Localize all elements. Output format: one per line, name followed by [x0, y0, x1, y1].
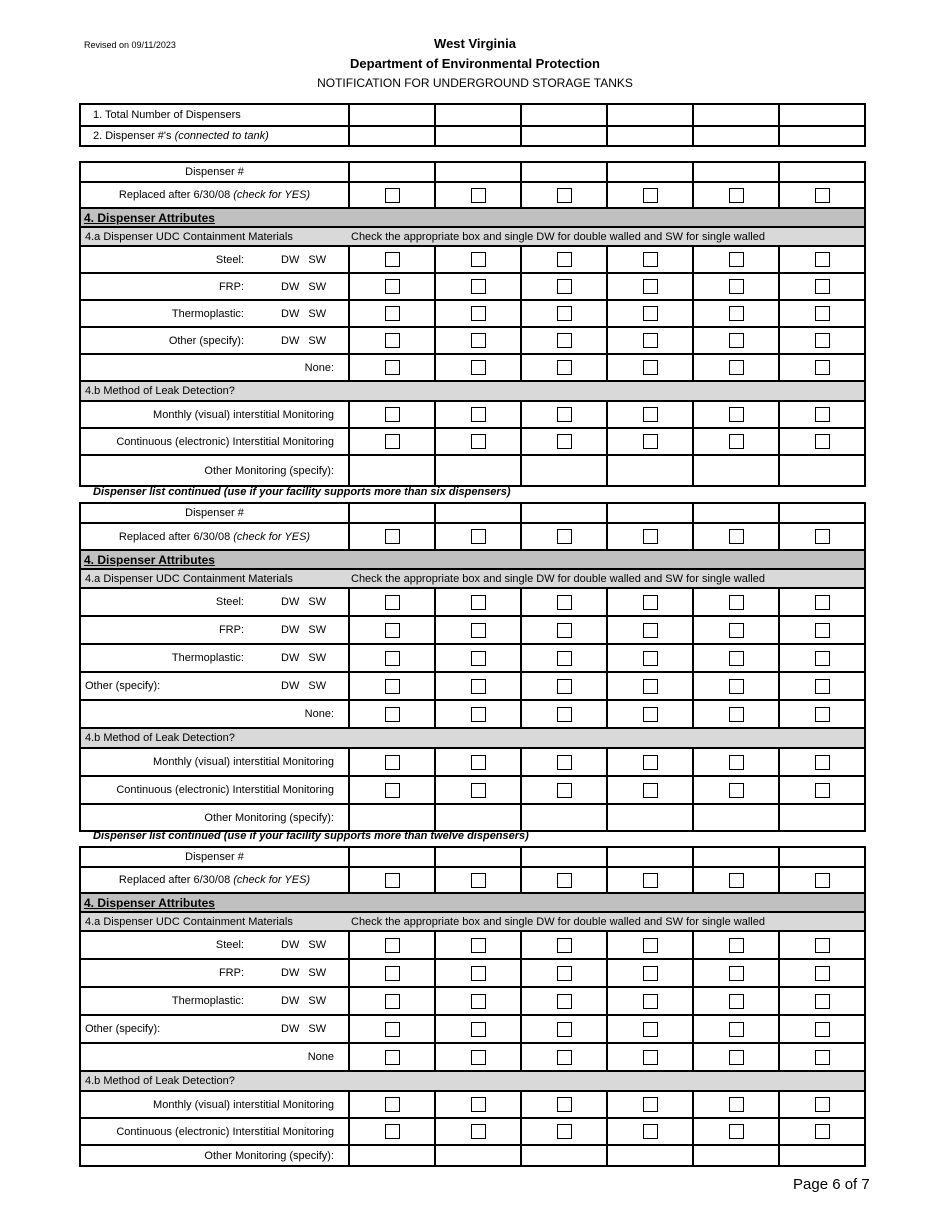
- dispenser-count-table: [79, 103, 866, 147]
- input-cell[interactable]: [607, 162, 693, 182]
- checkbox[interactable]: [385, 188, 400, 203]
- continuous-row: [80, 1118, 865, 1145]
- material-row-other: [80, 672, 865, 700]
- checkbox[interactable]: [557, 252, 572, 267]
- replaced-row: [80, 182, 865, 208]
- checkbox[interactable]: [471, 755, 486, 770]
- input-cell[interactable]: [779, 126, 865, 146]
- checkbox[interactable]: [729, 966, 744, 981]
- checkbox[interactable]: [385, 679, 400, 694]
- input-cell[interactable]: [435, 162, 521, 182]
- checkbox[interactable]: [471, 707, 486, 722]
- dw-sw-label: DW SW: [281, 596, 327, 608]
- checkbox[interactable]: [385, 783, 400, 798]
- checkbox[interactable]: [557, 651, 572, 666]
- checkbox[interactable]: [815, 188, 830, 203]
- input-cell[interactable]: [607, 104, 693, 126]
- dw-sw-label: DW SW: [281, 652, 327, 664]
- checkbox[interactable]: [815, 1097, 830, 1112]
- checkbox[interactable]: [729, 188, 744, 203]
- checkbox[interactable]: [385, 595, 400, 610]
- input-cell[interactable]: [779, 804, 865, 831]
- checkbox[interactable]: [643, 966, 658, 981]
- checkbox[interactable]: [729, 529, 744, 544]
- section-heading: 4. Dispenser Attributes: [80, 550, 865, 569]
- material-label-cell: FRP: DW SW: [80, 616, 349, 644]
- checkbox[interactable]: [729, 623, 744, 638]
- dw-sw-label: DW SW: [281, 307, 327, 320]
- input-cell[interactable]: [349, 104, 435, 126]
- input-cell[interactable]: [693, 126, 779, 146]
- other-monitoring-label: Other Monitoring (specify):: [80, 804, 349, 831]
- material-label-cell: Steel: DW SW: [80, 588, 349, 616]
- dw-sw-label: DW SW: [281, 280, 327, 293]
- checkbox[interactable]: [471, 333, 486, 348]
- checkbox[interactable]: [729, 306, 744, 321]
- checkbox[interactable]: [557, 306, 572, 321]
- material-row-frp: [80, 273, 865, 300]
- checkbox[interactable]: [557, 360, 572, 375]
- input-cell[interactable]: [779, 1145, 865, 1166]
- material-label-cell: Thermoplastic: DW SW: [80, 300, 349, 327]
- total-dispensers-row: [80, 104, 865, 126]
- input-cell[interactable]: [607, 455, 693, 486]
- dispenser-block-3: [79, 846, 866, 1167]
- checkbox[interactable]: [557, 279, 572, 294]
- checkbox[interactable]: [815, 994, 830, 1009]
- input-cell[interactable]: [693, 503, 779, 523]
- replaced-row: [80, 523, 865, 550]
- checkbox[interactable]: [471, 651, 486, 666]
- none-label: None:: [80, 354, 349, 381]
- checkbox[interactable]: [471, 1022, 486, 1037]
- material-row-thermoplastic: [80, 987, 865, 1015]
- checkbox[interactable]: [729, 360, 744, 375]
- other-monitoring-row: [80, 1145, 865, 1166]
- dw-sw-label: DW SW: [281, 680, 327, 692]
- checkbox[interactable]: [385, 873, 400, 888]
- material-label-cell: Other (specify): DW SW: [80, 1015, 349, 1043]
- input-cell[interactable]: [607, 503, 693, 523]
- udc-subheading: 4.a Dispenser UDC Containment Materials Check the appropriate box and single DW for double walled and SW for single walled: [80, 227, 865, 246]
- checkbox[interactable]: [385, 755, 400, 770]
- dw-sw-label: DW SW: [281, 253, 327, 266]
- checkbox[interactable]: [729, 938, 744, 953]
- checkbox[interactable]: [471, 529, 486, 544]
- total-dispensers-label: 1. Total Number of Dispensers: [80, 104, 349, 126]
- input-cell[interactable]: [607, 126, 693, 146]
- continuous-label: Continuous (electronic) Interstitial Monitoring: [80, 1118, 349, 1145]
- leak-detection-subheading: 4.b Method of Leak Detection?: [80, 728, 865, 748]
- material-label-cell: Steel: DW SW: [80, 931, 349, 959]
- checkbox[interactable]: [815, 360, 830, 375]
- dw-sw-label: DW SW: [281, 967, 327, 979]
- checkbox[interactable]: [557, 994, 572, 1009]
- checkbox[interactable]: [385, 1022, 400, 1037]
- checkbox[interactable]: [815, 279, 830, 294]
- checkbox[interactable]: [643, 434, 658, 449]
- checkbox[interactable]: [815, 1124, 830, 1139]
- checkbox[interactable]: [729, 707, 744, 722]
- checkbox[interactable]: [385, 994, 400, 1009]
- material-row-other: [80, 327, 865, 354]
- checkbox[interactable]: [815, 1050, 830, 1065]
- monthly-label: Monthly (visual) interstitial Monitoring: [80, 401, 349, 428]
- checkbox[interactable]: [729, 1097, 744, 1112]
- checkbox[interactable]: [557, 783, 572, 798]
- checkbox[interactable]: [557, 1097, 572, 1112]
- checkbox[interactable]: [729, 252, 744, 267]
- dispenser-num-label: Dispenser #: [80, 503, 349, 523]
- checkbox[interactable]: [471, 1124, 486, 1139]
- input-cell[interactable]: [779, 162, 865, 182]
- checkbox[interactable]: [643, 333, 658, 348]
- other-monitoring-label: Other Monitoring (specify):: [80, 1145, 349, 1166]
- checkbox[interactable]: [471, 1097, 486, 1112]
- checkbox[interactable]: [471, 407, 486, 422]
- checkbox[interactable]: [471, 783, 486, 798]
- checkbox[interactable]: [729, 279, 744, 294]
- checkbox[interactable]: [643, 755, 658, 770]
- dw-sw-label: DW SW: [281, 624, 327, 636]
- checkbox[interactable]: [815, 783, 830, 798]
- checkbox[interactable]: [557, 679, 572, 694]
- checkbox[interactable]: [557, 434, 572, 449]
- leak-detection-subheading: 4.b Method of Leak Detection?: [80, 381, 865, 401]
- material-row-frp: [80, 616, 865, 644]
- input-cell[interactable]: [435, 1145, 521, 1166]
- other-monitoring-row: [80, 804, 865, 831]
- checkbox[interactable]: [815, 623, 830, 638]
- material-row-other: [80, 1015, 865, 1043]
- replaced-label: Replaced after 6/30/08 (check for YES): [80, 867, 349, 893]
- checkbox[interactable]: [815, 755, 830, 770]
- checkbox[interactable]: [557, 595, 572, 610]
- checkbox[interactable]: [729, 873, 744, 888]
- checkbox[interactable]: [643, 279, 658, 294]
- checkbox[interactable]: [385, 306, 400, 321]
- none-label: None:: [80, 700, 349, 728]
- input-cell[interactable]: [607, 847, 693, 867]
- input-cell[interactable]: [349, 455, 435, 486]
- checkbox[interactable]: [471, 434, 486, 449]
- checkbox[interactable]: [729, 1124, 744, 1139]
- checkbox[interactable]: [729, 1022, 744, 1037]
- checkbox[interactable]: [729, 407, 744, 422]
- checkbox[interactable]: [643, 994, 658, 1009]
- checkbox[interactable]: [815, 707, 830, 722]
- dispenser-nums-label: 2. Dispenser #'s (connected to tank): [80, 126, 349, 146]
- checkbox[interactable]: [815, 595, 830, 610]
- input-cell[interactable]: [607, 804, 693, 831]
- dw-sw-label: DW SW: [281, 1023, 327, 1035]
- material-label-cell: FRP: DW SW: [80, 959, 349, 987]
- department-title: Department of Environmental Protection: [350, 56, 600, 71]
- material-label-cell: Steel: DW SW: [80, 246, 349, 273]
- dispenser-num-row: [80, 162, 865, 182]
- checkbox[interactable]: [557, 407, 572, 422]
- checkbox[interactable]: [643, 651, 658, 666]
- input-cell[interactable]: [435, 847, 521, 867]
- input-cell[interactable]: [693, 1145, 779, 1166]
- material-label-cell: Other (specify): DW SW: [80, 672, 349, 700]
- form-title: NOTIFICATION FOR UNDERGROUND STORAGE TANKS: [317, 76, 633, 90]
- material-label-cell: FRP: DW SW: [80, 273, 349, 300]
- input-cell[interactable]: [521, 503, 607, 523]
- checkbox[interactable]: [729, 434, 744, 449]
- material-label-cell: Thermoplastic: DW SW: [80, 644, 349, 672]
- material-row-steel: [80, 588, 865, 616]
- checkbox[interactable]: [471, 279, 486, 294]
- checkbox[interactable]: [729, 1050, 744, 1065]
- input-cell[interactable]: [435, 455, 521, 486]
- input-cell[interactable]: [779, 104, 865, 126]
- checkbox[interactable]: [815, 679, 830, 694]
- checkbox[interactable]: [643, 1097, 658, 1112]
- checkbox[interactable]: [643, 1050, 658, 1065]
- checkbox[interactable]: [557, 529, 572, 544]
- udc-subheading: 4.a Dispenser UDC Containment Materials Check the appropriate box and single DW for double walled and SW for single walled: [80, 569, 865, 588]
- dw-sw-label: DW SW: [281, 939, 327, 951]
- checkbox[interactable]: [385, 623, 400, 638]
- input-cell[interactable]: [435, 503, 521, 523]
- checkbox[interactable]: [385, 1050, 400, 1065]
- dispenser-nums-row: [80, 126, 865, 146]
- other-monitoring-row: [80, 455, 865, 486]
- input-cell[interactable]: [521, 455, 607, 486]
- checkbox[interactable]: [385, 252, 400, 267]
- checkbox[interactable]: [471, 360, 486, 375]
- checkbox[interactable]: [557, 188, 572, 203]
- input-cell[interactable]: [349, 126, 435, 146]
- checkbox[interactable]: [557, 1022, 572, 1037]
- checkbox[interactable]: [815, 306, 830, 321]
- checkbox[interactable]: [729, 595, 744, 610]
- checkbox[interactable]: [815, 333, 830, 348]
- continued-note-six: Dispenser list continued (use if your facility supports more than six dispensers): [93, 486, 511, 498]
- udc-subheading: 4.a Dispenser UDC Containment Materials Check the appropriate box and single DW for double walled and SW for single walled: [80, 912, 865, 931]
- checkbox[interactable]: [643, 707, 658, 722]
- checkbox[interactable]: [815, 529, 830, 544]
- none-label: None: [80, 1043, 349, 1071]
- checkbox[interactable]: [557, 623, 572, 638]
- checkbox[interactable]: [643, 306, 658, 321]
- material-row-steel: [80, 246, 865, 273]
- input-cell[interactable]: [521, 104, 607, 126]
- checkbox[interactable]: [815, 966, 830, 981]
- continued-note-twelve: Dispenser list continued (use if your facility supports more than twelve dispensers): [93, 830, 529, 842]
- checkbox[interactable]: [471, 595, 486, 610]
- checkbox[interactable]: [385, 651, 400, 666]
- checkbox[interactable]: [385, 360, 400, 375]
- checkbox[interactable]: [729, 651, 744, 666]
- checkbox[interactable]: [729, 783, 744, 798]
- checkbox[interactable]: [385, 279, 400, 294]
- checkbox[interactable]: [643, 360, 658, 375]
- monthly-row: [80, 1091, 865, 1118]
- checkbox[interactable]: [471, 623, 486, 638]
- checkbox[interactable]: [643, 188, 658, 203]
- checkbox[interactable]: [557, 333, 572, 348]
- input-cell[interactable]: [693, 455, 779, 486]
- input-cell[interactable]: [693, 162, 779, 182]
- checkbox[interactable]: [385, 529, 400, 544]
- checkbox[interactable]: [815, 651, 830, 666]
- checkbox[interactable]: [385, 1124, 400, 1139]
- input-cell[interactable]: [349, 847, 435, 867]
- replaced-label: Replaced after 6/30/08 (check for YES): [80, 182, 349, 208]
- page-number: Page 6 of 7: [793, 1176, 870, 1193]
- input-cell[interactable]: [693, 847, 779, 867]
- checkbox[interactable]: [471, 1050, 486, 1065]
- checkbox[interactable]: [557, 966, 572, 981]
- input-cell[interactable]: [521, 804, 607, 831]
- dispenser-num-label: Dispenser #: [80, 847, 349, 867]
- revised-date: Revised on 09/11/2023: [84, 40, 176, 50]
- checkbox[interactable]: [815, 434, 830, 449]
- checkbox[interactable]: [385, 966, 400, 981]
- checkbox[interactable]: [643, 873, 658, 888]
- other-monitoring-label: Other Monitoring (specify):: [80, 455, 349, 486]
- checkbox[interactable]: [643, 938, 658, 953]
- checkbox[interactable]: [643, 1124, 658, 1139]
- input-cell[interactable]: [779, 455, 865, 486]
- material-row-none: [80, 1043, 865, 1071]
- input-cell[interactable]: [521, 162, 607, 182]
- section-heading: 4. Dispenser Attributes: [80, 208, 865, 227]
- input-cell[interactable]: [779, 847, 865, 867]
- checkbox[interactable]: [643, 623, 658, 638]
- monthly-row: [80, 401, 865, 428]
- checkbox[interactable]: [815, 873, 830, 888]
- checkbox[interactable]: [557, 755, 572, 770]
- checkbox[interactable]: [471, 938, 486, 953]
- dispenser-num-row: [80, 847, 865, 867]
- checkbox[interactable]: [557, 1124, 572, 1139]
- input-cell[interactable]: [349, 503, 435, 523]
- checkbox[interactable]: [385, 333, 400, 348]
- checkbox[interactable]: [385, 407, 400, 422]
- input-cell[interactable]: [349, 162, 435, 182]
- dispenser-num-row: [80, 503, 865, 523]
- dispenser-block-1: [79, 161, 866, 487]
- input-cell[interactable]: [607, 1145, 693, 1166]
- material-row-none: [80, 700, 865, 728]
- checkbox[interactable]: [729, 333, 744, 348]
- checkbox[interactable]: [471, 679, 486, 694]
- checkbox[interactable]: [815, 938, 830, 953]
- checkbox[interactable]: [471, 994, 486, 1009]
- checkbox[interactable]: [471, 966, 486, 981]
- material-row-thermoplastic: [80, 300, 865, 327]
- material-row-none: [80, 354, 865, 381]
- material-row-thermoplastic: [80, 644, 865, 672]
- replaced-row: [80, 867, 865, 893]
- checkbox[interactable]: [471, 306, 486, 321]
- checkbox[interactable]: [557, 873, 572, 888]
- input-cell[interactable]: [435, 104, 521, 126]
- continuous-label: Continuous (electronic) Interstitial Monitoring: [80, 776, 349, 804]
- input-cell[interactable]: [521, 126, 607, 146]
- checkbox[interactable]: [471, 188, 486, 203]
- monthly-label: Monthly (visual) interstitial Monitoring: [80, 1091, 349, 1118]
- checkbox[interactable]: [557, 938, 572, 953]
- checkbox[interactable]: [385, 707, 400, 722]
- continuous-row: [80, 428, 865, 455]
- input-cell[interactable]: [435, 804, 521, 831]
- dispenser-num-label: Dispenser #: [80, 162, 349, 182]
- checkbox[interactable]: [643, 1022, 658, 1037]
- continuous-row: [80, 776, 865, 804]
- checkbox[interactable]: [471, 252, 486, 267]
- material-label-cell: Thermoplastic: DW SW: [80, 987, 349, 1015]
- checkbox[interactable]: [643, 595, 658, 610]
- material-label-cell: Other (specify): DW SW: [80, 327, 349, 354]
- input-cell[interactable]: [349, 1145, 435, 1166]
- input-cell[interactable]: [693, 104, 779, 126]
- checkbox[interactable]: [643, 679, 658, 694]
- checkbox[interactable]: [643, 529, 658, 544]
- checkbox[interactable]: [815, 1022, 830, 1037]
- section-heading: 4. Dispenser Attributes: [80, 893, 865, 912]
- material-row-steel: [80, 931, 865, 959]
- checkbox[interactable]: [385, 434, 400, 449]
- input-cell[interactable]: [779, 503, 865, 523]
- dw-sw-label: DW SW: [281, 334, 327, 347]
- checkbox[interactable]: [643, 783, 658, 798]
- checkbox[interactable]: [557, 1050, 572, 1065]
- checkbox[interactable]: [815, 252, 830, 267]
- monthly-row: [80, 748, 865, 776]
- input-cell[interactable]: [521, 847, 607, 867]
- continuous-label: Continuous (electronic) Interstitial Monitoring: [80, 428, 349, 455]
- leak-detection-subheading: 4.b Method of Leak Detection?: [80, 1071, 865, 1091]
- checkbox[interactable]: [643, 252, 658, 267]
- checkbox[interactable]: [557, 707, 572, 722]
- checkbox[interactable]: [729, 679, 744, 694]
- input-cell[interactable]: [693, 804, 779, 831]
- dispenser-block-2: [79, 502, 866, 832]
- input-cell[interactable]: [349, 804, 435, 831]
- checkbox[interactable]: [471, 873, 486, 888]
- monthly-label: Monthly (visual) interstitial Monitoring: [80, 748, 349, 776]
- checkbox[interactable]: [729, 755, 744, 770]
- checkbox[interactable]: [643, 407, 658, 422]
- material-row-frp: [80, 959, 865, 987]
- checkbox[interactable]: [815, 407, 830, 422]
- replaced-label: Replaced after 6/30/08 (check for YES): [80, 523, 349, 550]
- checkbox[interactable]: [385, 1097, 400, 1112]
- input-cell[interactable]: [435, 126, 521, 146]
- checkbox[interactable]: [729, 994, 744, 1009]
- dw-sw-label: DW SW: [281, 995, 327, 1007]
- checkbox[interactable]: [385, 938, 400, 953]
- state-title: West Virginia: [434, 36, 516, 51]
- input-cell[interactable]: [521, 1145, 607, 1166]
